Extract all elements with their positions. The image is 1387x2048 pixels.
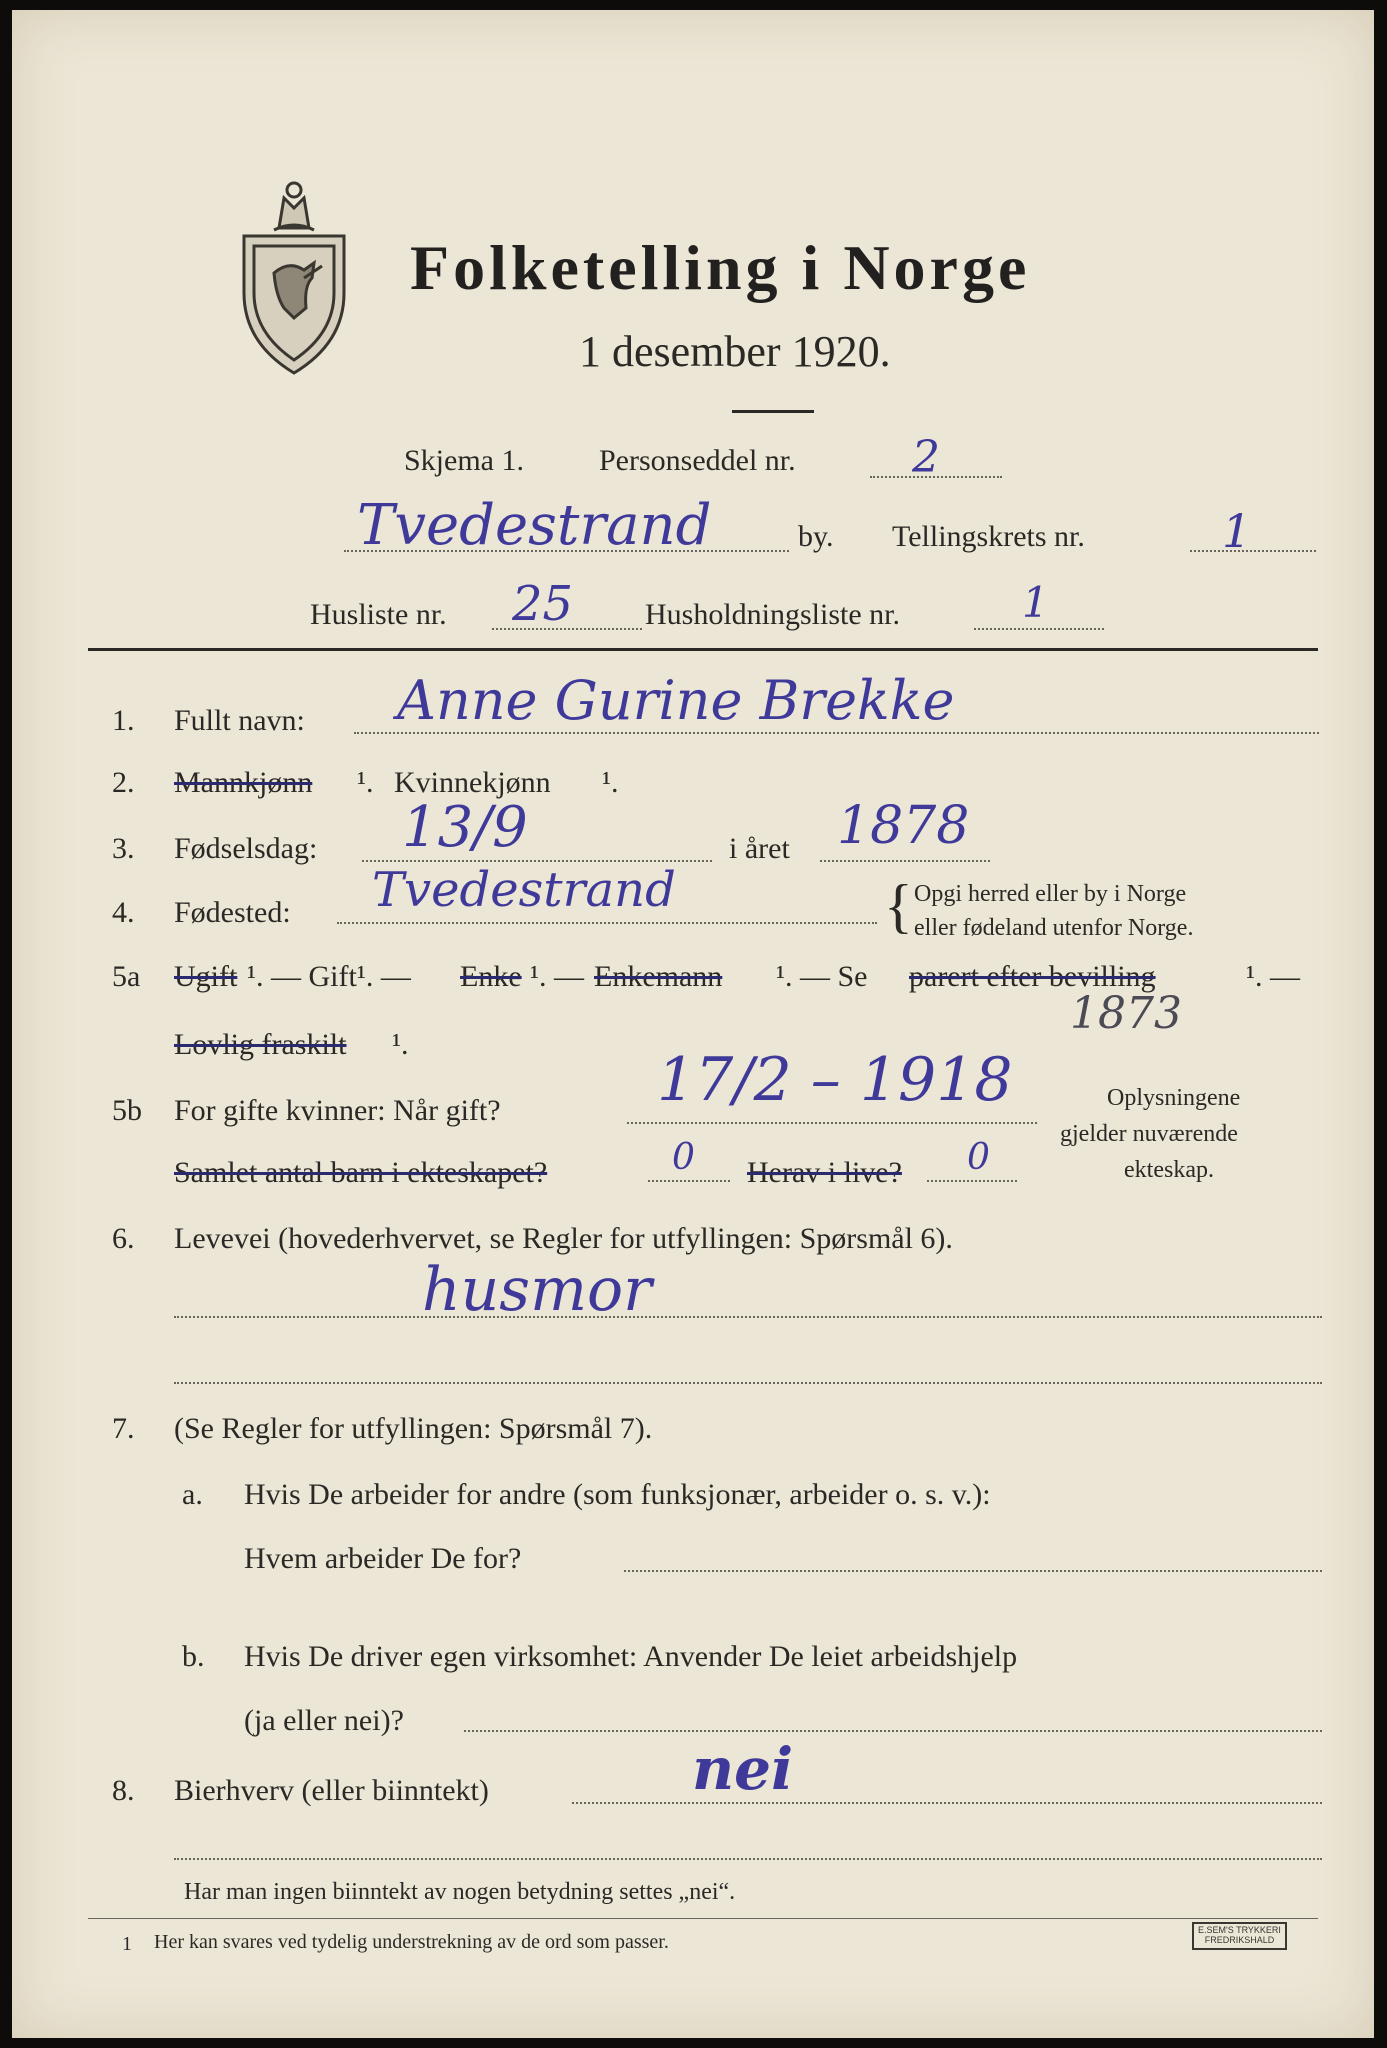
biinntekt-note: Har man ingen biinntekt av nogen betydning settes „nei“.: [184, 1879, 736, 1905]
q8-label: Bierhverv (eller biinntekt): [174, 1774, 489, 1807]
q1-number: 1.: [112, 704, 135, 737]
tellingskrets-label: Tellingskrets nr.: [892, 520, 1085, 553]
city-value: Tvedestrand: [357, 493, 712, 558]
q8-value: nei: [692, 1735, 794, 1803]
q5a-separert: parert efter bevilling: [909, 960, 1156, 993]
q2-option-male: Mannkjønn: [174, 766, 313, 799]
q5b-label: For gifte kvinner: Når gift?: [174, 1094, 501, 1127]
footnote-divider: [88, 1918, 1318, 1919]
q2-number: 2.: [112, 766, 135, 799]
q5b-herav-label: Herav i live?: [747, 1156, 902, 1189]
q5b-samlet-line: [648, 1180, 730, 1182]
q6-number: 6.: [112, 1222, 135, 1255]
q7b-line2: (ja eller nei)?: [244, 1704, 404, 1737]
q5b-note-line1: Oplysningene: [1107, 1085, 1241, 1111]
q6-line2: [174, 1382, 1322, 1384]
q2-option-female: Kvinnekjønn: [394, 766, 551, 799]
husholdningsliste-value: 1: [1022, 578, 1049, 627]
q5b-herav-line: [927, 1180, 1017, 1182]
q5a-ugift: Ugift: [174, 960, 238, 993]
q7b-letter: b.: [182, 1640, 205, 1673]
husholdningsliste-label: Husholdningsliste nr.: [645, 598, 901, 631]
husliste-label: Husliste nr.: [310, 598, 447, 631]
title-divider: [732, 410, 814, 413]
q5b-number: 5b: [112, 1094, 142, 1127]
q7a-line2: Hvem arbeider De for?: [244, 1542, 522, 1575]
footnote-mark: 1: [122, 1933, 132, 1955]
q5a-number: 5a: [112, 960, 141, 993]
q5a-annotation: 1873: [1070, 988, 1182, 1039]
q5b-samlet-label: Samlet antal barn i ekteskapet?: [174, 1156, 548, 1189]
stamp-line1: E.SEM'S TRYKKERI: [1198, 1925, 1281, 1935]
q5a-enkemann: Enkemann: [594, 960, 723, 993]
header-divider: [88, 648, 1318, 651]
by-label: by.: [798, 520, 834, 553]
q5a-sep2: ¹. —: [530, 960, 584, 993]
census-form-page: [12, 10, 1374, 2038]
q4-birthplace-value: Tvedestrand: [372, 862, 676, 918]
q4-note-line2: eller fødeland utenfor Norge.: [914, 915, 1194, 941]
q7a-answer-line: [624, 1570, 1322, 1572]
q4-line: [337, 922, 877, 924]
q7a-letter: a.: [182, 1478, 203, 1511]
q5a-sep3: ¹. — Se: [776, 960, 868, 993]
husliste-value: 25: [512, 576, 574, 632]
q3-birthday-value: 13/9: [402, 795, 528, 860]
q4-label: Fødested:: [174, 896, 291, 929]
q8-number: 8.: [112, 1774, 135, 1807]
q8-line: [572, 1802, 1322, 1804]
q6-occupation-value: husmor: [422, 1255, 652, 1325]
q7-label: (Se Regler for utfyllingen: Spørsmål 7).: [174, 1412, 653, 1445]
q5b-married-date: 17/2 – 1918: [657, 1045, 1013, 1115]
q4-note-brace: {: [884, 873, 913, 939]
tellingskrets-line: [1190, 550, 1316, 552]
q5a-gift: ¹. — Gift¹. —: [247, 960, 411, 993]
q4-note-line1: Opgi herred eller by i Norge: [914, 881, 1187, 907]
q6-line1: [174, 1316, 1322, 1318]
stamp-line2: FREDRIKSHALD: [1204, 1934, 1275, 1945]
census-date: 1 desember 1920.: [579, 327, 891, 376]
personseddel-label: Personseddel nr.: [599, 444, 796, 477]
q3-year-line: [820, 860, 990, 862]
q5a-lovlig-end: ¹.: [392, 1028, 409, 1061]
q8-extra-line: [174, 1858, 1322, 1860]
q5b-note-line3: ekteskap.: [1124, 1157, 1214, 1183]
q2-end: ¹.: [602, 766, 619, 799]
q3-year-value: 1878: [837, 796, 970, 856]
personseddel-value: 2: [912, 432, 940, 483]
q3-number: 3.: [112, 832, 135, 865]
footnote-text: Her kan svares ved tydelig understrekning av de ord som passer.: [154, 1931, 669, 1953]
q2-separator: ¹.: [357, 766, 374, 799]
q7b-line1: Hvis De driver egen virksomhet: Anvender De leiet arbeidshjelp: [244, 1640, 1018, 1673]
q7-number: 7.: [112, 1412, 135, 1445]
printer-stamp: [1192, 1922, 1287, 1950]
tellingskrets-value: 1: [1222, 504, 1252, 558]
skjema-label: Skjema 1.: [404, 444, 524, 477]
q6-label: Levevei (hovederhvervet, se Regler for utfyllingen: Spørsmål 6).: [174, 1222, 953, 1255]
q5b-herav-value: 0: [967, 1137, 990, 1178]
q7a-line1: Hvis De arbeider for andre (som funksjonær, arbeider o. s. v.):: [244, 1478, 991, 1511]
q1-label: Fullt navn:: [174, 704, 305, 737]
q5a-lovlig-fraskilt: Lovlig fraskilt: [174, 1028, 347, 1061]
form-title: Folketelling i Norge: [410, 232, 1031, 303]
q7b-answer-line: [464, 1730, 1322, 1732]
husholdningsliste-line: [974, 628, 1104, 630]
q5a-end: ¹. —: [1246, 960, 1300, 993]
q5b-note-line2: gjelder nuværende: [1060, 1121, 1238, 1147]
q1-full-name: Anne Gurine Brekke: [397, 669, 955, 732]
q5b-samlet-value: 0: [672, 1137, 695, 1178]
q5b-line: [627, 1122, 1037, 1124]
q1-line: [354, 732, 1319, 734]
q5a-enke: Enke: [460, 960, 522, 993]
q3-year-label: i året: [729, 832, 790, 865]
norwegian-coat-of-arms-icon: [234, 168, 354, 378]
q4-number: 4.: [112, 896, 135, 929]
q3-label: Fødselsdag:: [174, 832, 318, 865]
